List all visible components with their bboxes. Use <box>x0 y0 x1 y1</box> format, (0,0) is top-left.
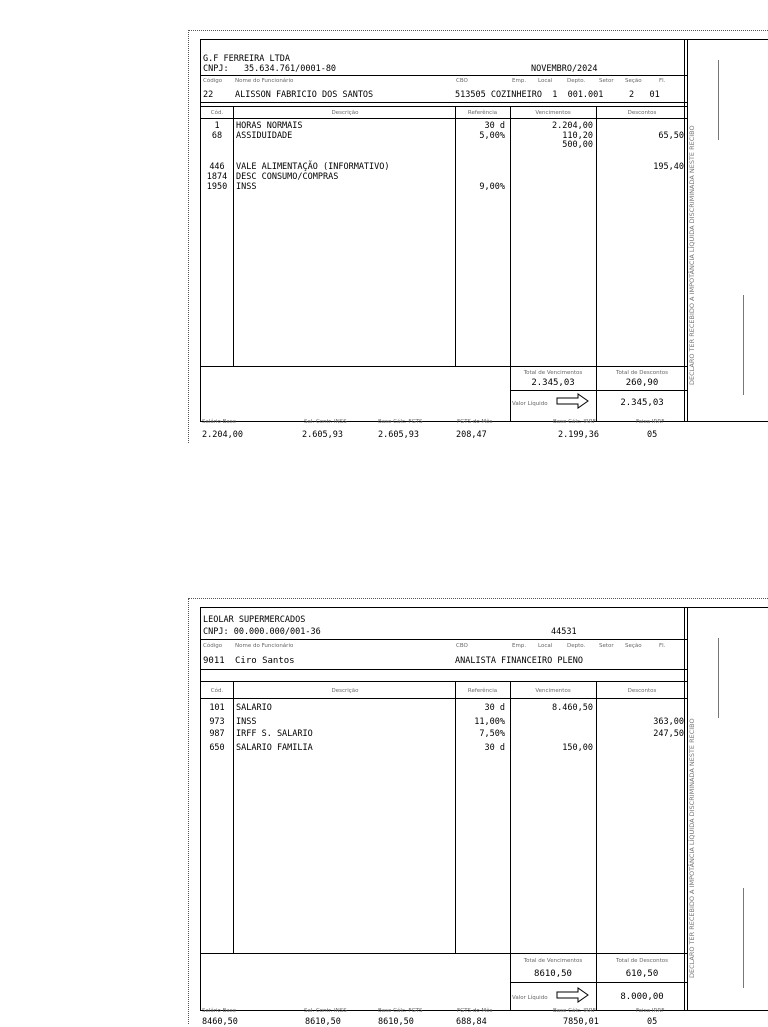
label-secao: Seção <box>625 78 642 84</box>
total-descontos: 610,50 <box>625 969 659 979</box>
pay-period: 44531 <box>551 627 577 637</box>
row-desc: IRFF S. SALARIO <box>236 729 313 739</box>
payslip-main-box <box>200 607 688 1011</box>
employee-cbo-role: 513505 COZINHEIRO 1 001.001 2 01 <box>455 90 660 100</box>
valor-liquido: 8.000,00 <box>620 992 664 1002</box>
arrow-right-icon <box>556 393 590 409</box>
employee-code: 9011 <box>203 656 225 666</box>
label-valor-liquido: Valor Líquido <box>512 401 548 407</box>
col-referencia: Referência <box>467 110 498 116</box>
label-cbo: CBO <box>456 643 468 649</box>
col-descricao: Descrição <box>331 688 359 694</box>
salario-base: 8460,50 <box>202 1017 238 1027</box>
label-fl: Fl. <box>659 78 666 84</box>
employee-name: Ciro Santos <box>235 656 295 666</box>
row-cod: 987 <box>209 729 225 739</box>
label-base-calc-fgts: Base Cálc. FGTS <box>378 1008 423 1014</box>
signature-line <box>718 638 719 718</box>
base-calc-fgts: 2.605,93 <box>378 430 419 440</box>
label-cbo: CBO <box>456 78 468 84</box>
label-fl: Fl. <box>659 643 666 649</box>
row-descontos: 65,50 <box>658 131 684 141</box>
row-ref: 30 d <box>484 121 505 131</box>
label-base-calc-fgts: Base Cálc. FGTS <box>378 419 423 425</box>
row-ref: 11,00% <box>474 717 505 727</box>
fgts-mes: 208,47 <box>456 430 487 440</box>
label-sal-contr-inss: Sal. Contr. INSS <box>304 1008 347 1014</box>
base-calc-irrf: 2.199,36 <box>558 430 599 440</box>
company-cnpj: CNPJ: 35.634.761/0001-80 <box>203 64 337 74</box>
row-desc: SALARIO <box>236 703 272 713</box>
receipt-declaration: DECLARO TER RECEBIDO A IMPOTÂNCIA LÍQUIDA DISCRIMINADA NESTE RECIBO <box>688 125 696 385</box>
label-codigo: Código <box>203 643 223 649</box>
row-desc: HORAS NORMAIS <box>236 121 303 131</box>
label-salario-base: Salário Base <box>202 419 237 425</box>
label-local: Local <box>538 643 553 649</box>
total-vencimentos: 2.345,03 <box>531 378 575 388</box>
company-cnpj: CNPJ: 00.000.000/001-36 <box>203 627 321 637</box>
col-vencimentos: Vencimentos <box>535 110 571 116</box>
label-base-calc-irrf: Base Cálc. IRRF <box>553 419 596 425</box>
date-line <box>743 888 744 988</box>
label-base-calc-irrf: Base Cálc. IRRF <box>553 1008 596 1014</box>
label-total-descontos: Total de Descontos <box>616 958 668 964</box>
valor-liquido: 2.345,03 <box>620 398 664 408</box>
row-ref: 30 d <box>484 703 505 713</box>
label-setor: Setor <box>599 78 614 84</box>
col-descontos: Descontos <box>627 110 657 116</box>
row-venc: 500,00 <box>562 140 593 150</box>
label-secao: Seção <box>625 643 642 649</box>
receipt-declaration: DECLARO TER RECEBIDO A IMPOTÂNCIA LÍQUIDA DISCRIMINADA NESTE RECIBO <box>688 718 696 978</box>
label-sal-contr-inss: Sal. Contr. INSS <box>304 419 347 425</box>
label-codigo: Código <box>203 78 223 84</box>
row-ref: 30 d <box>484 743 505 753</box>
faixa-irrf: 05 <box>647 1017 658 1027</box>
receipt-side-panel <box>684 607 768 1011</box>
row-descontos: 247,50 <box>653 729 684 739</box>
employee-name: ALISSON FABRICIO DOS SANTOS <box>235 90 374 100</box>
label-total-descontos: Total de Descontos <box>616 370 668 376</box>
row-descontos: 195,40 <box>653 162 684 172</box>
row-desc: DESC CONSUMO/COMPRAS <box>236 172 339 182</box>
label-nome: Nome do Funcionário <box>235 643 294 649</box>
label-local: Local <box>538 78 553 84</box>
payslip-main-box <box>200 39 688 422</box>
sal-contr-inss: 2.605,93 <box>302 430 343 440</box>
row-venc: 2.204,00 <box>552 121 593 131</box>
row-venc: 150,00 <box>562 743 593 753</box>
row-cod: 446 <box>209 162 225 172</box>
cut-line-horizontal <box>188 598 768 599</box>
label-nome: Nome do Funcionário <box>235 78 294 84</box>
row-venc: 110,20 <box>562 131 593 141</box>
pay-period: NOVEMBRO/2024 <box>531 64 598 74</box>
row-desc: ASSIDUIDADE <box>236 131 293 141</box>
label-faixa-irrf: Faixa IRRF <box>636 1008 665 1014</box>
base-calc-irrf: 7850,01 <box>563 1017 599 1027</box>
row-cod: 650 <box>209 743 225 753</box>
employee-cbo-role: ANALISTA FINANCEIRO PLENO <box>455 656 583 666</box>
label-fgts-mes: FGTS do Mês <box>457 1008 493 1014</box>
row-desc: SALARIO FAMILIA <box>236 743 313 753</box>
faixa-irrf: 05 <box>647 430 658 440</box>
row-cod: 1950 <box>206 182 228 192</box>
salario-base: 2.204,00 <box>202 430 243 440</box>
total-vencimentos: 8610,50 <box>534 969 572 979</box>
label-total-vencimentos: Total de Vencimentos <box>523 958 583 964</box>
row-descontos: 363,00 <box>653 717 684 727</box>
label-emp: Emp. <box>512 643 527 649</box>
label-setor: Setor <box>599 643 614 649</box>
arrow-right-icon <box>556 987 590 1003</box>
row-venc: 8.460,50 <box>552 703 593 713</box>
total-descontos: 260,90 <box>625 378 659 388</box>
label-salario-base: Salário Base <box>202 1008 237 1014</box>
col-vencimentos: Vencimentos <box>535 688 571 694</box>
col-cod: Cód. <box>210 110 224 116</box>
label-depto: Depto. <box>567 78 586 84</box>
base-calc-fgts: 8610,50 <box>378 1017 414 1027</box>
cut-line-vertical <box>188 30 189 443</box>
label-total-vencimentos: Total de Vencimentos <box>523 370 583 376</box>
col-descricao: Descrição <box>331 110 359 116</box>
row-ref: 7,50% <box>479 729 505 739</box>
cut-line-horizontal <box>188 30 768 31</box>
employee-code: 22 <box>203 90 214 100</box>
col-cod: Cód. <box>210 688 224 694</box>
row-desc: INSS <box>236 717 257 727</box>
row-cod: 1 <box>214 121 220 131</box>
cut-line-vertical <box>188 598 189 1024</box>
label-valor-liquido: Valor Líquido <box>512 995 548 1001</box>
row-ref: 9,00% <box>479 182 505 192</box>
payslip-2 <box>188 598 768 1027</box>
label-emp: Emp. <box>512 78 527 84</box>
label-depto: Depto. <box>567 643 586 649</box>
row-cod: 973 <box>209 717 225 727</box>
label-fgts-mes: FGTS do Mês <box>457 419 493 425</box>
row-cod: 1874 <box>206 172 228 182</box>
signature-line <box>718 60 719 140</box>
row-desc: INSS <box>236 182 257 192</box>
fgts-mes: 688,84 <box>456 1017 487 1027</box>
receipt-side-panel <box>684 39 768 422</box>
date-line <box>743 295 744 395</box>
sal-contr-inss: 8610,50 <box>305 1017 341 1027</box>
row-cod: 68 <box>211 131 223 141</box>
row-cod: 101 <box>209 703 225 713</box>
label-faixa-irrf: Faixa IRRF <box>636 419 665 425</box>
company-name: G.F FERREIRA LTDA <box>203 54 290 64</box>
payslip-1 <box>188 30 768 443</box>
col-referencia: Referência <box>467 688 498 694</box>
company-name: LEOLAR SUPERMERCADOS <box>203 615 306 625</box>
row-desc: VALE ALIMENTAÇÃO (INFORMATIVO) <box>236 162 390 172</box>
col-descontos: Descontos <box>627 688 657 694</box>
row-ref: 5,00% <box>479 131 505 141</box>
